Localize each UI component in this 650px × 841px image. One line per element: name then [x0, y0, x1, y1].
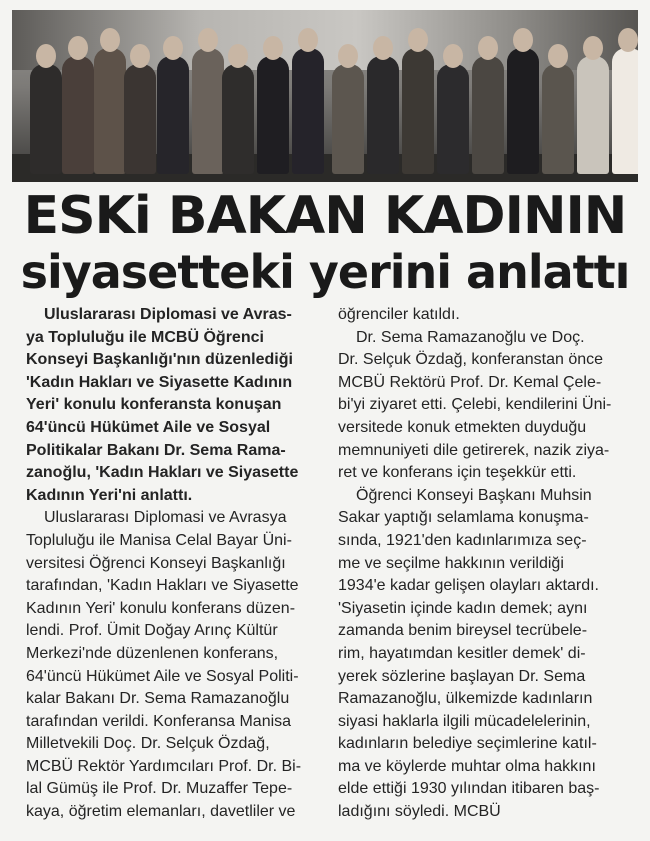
article-body-1 [26, 507, 312, 823]
body-line: Milletvekili Doç. Dr. Selçuk Özdağ, [26, 735, 270, 753]
lead-line: 64'üncü Hükümet Aile ve Sosyal [26, 418, 271, 436]
photo-person-head [263, 36, 283, 60]
body-line: ret ve konferans için teşekkür etti. [338, 464, 577, 482]
body-line: zamanda benim bireysel tecrübele- [338, 622, 588, 640]
photo-person [94, 48, 126, 174]
photo-person [612, 48, 638, 174]
body-line: Öğrenci Konseyi Başkanı Muhsin [356, 486, 592, 504]
body-line: Dr. Selçuk Özdağ, konferanstan önce [338, 351, 604, 369]
body-line: Topluluğu ile Manisa Celal Bayar Üni- [26, 531, 292, 549]
body-line: memnuniyeti dile getirerek, nazik ziya- [338, 441, 610, 459]
body-line: Sakar yaptığı selamlama konuşma- [338, 509, 589, 527]
body-line: öğrenciler katıldı. [338, 306, 460, 323]
lead-line: zanoğlu, 'Kadın Hakları ve Siyasette [26, 464, 299, 482]
photo-person-head [338, 44, 358, 68]
photo-person [292, 48, 324, 174]
photo-person [577, 56, 609, 174]
body-line: ladığını söyledi. MCBÜ [338, 803, 501, 821]
photo-person-head [100, 28, 120, 52]
body-line: versitede konuk etmekten duyduğu [338, 418, 587, 436]
body-line: lendi. Prof. Ümit Doğay Arınç Kültür [26, 622, 278, 640]
headline-line-2: siyasetteki yerini anlattı [20, 245, 630, 299]
body-line: Ramazanoğlu, ülkemizde kadınların [338, 690, 593, 708]
article-column-1 [26, 304, 312, 824]
body-line: Dr. Sema Ramazanoğlu ve Doç. [356, 328, 585, 346]
body-line: yerek sözlerine başlayan Dr. Sema [338, 667, 586, 685]
body-line: bi'yi ziyaret etti. Çelebi, kendilerini Üni- [338, 396, 612, 414]
body-line: me ve seçilme hakkının verildiği [338, 554, 564, 572]
body-line: MCBÜ Rektörü Prof. Dr. Kemal Çele- [338, 373, 602, 391]
photo-person-head [228, 44, 248, 68]
body-line: elde ettiği 1930 yılından itibaren baş- [338, 780, 600, 798]
body-line: 1934'e kadar gelişen olayları aktardı. [338, 577, 599, 595]
body-line: 64'üncü Hükümet Aile ve Sosyal Politi- [26, 667, 299, 685]
photo-person [157, 56, 189, 174]
news-photo [12, 10, 638, 182]
photo-person [402, 48, 434, 174]
photo-person-head [583, 36, 603, 60]
lead-line: Yeri' konulu konferansta konuşan [26, 396, 282, 414]
photo-person-head [478, 36, 498, 60]
body-line: Kadının Yeri' konulu konferans düzen- [26, 599, 296, 617]
body-line: rim, hayatımdan kesitler demek' di- [338, 644, 586, 662]
article-lead [26, 304, 312, 507]
photo-person [30, 64, 62, 174]
photo-person-head [298, 28, 318, 52]
article-column-2 [338, 304, 626, 824]
lead-line: Konseyi Başkanlığı'nın düzenlediği [26, 351, 293, 369]
body-line: lal Gümüş ile Prof. Dr. Muzaffer Tepe- [26, 780, 293, 798]
body-line: sında, 1921'den kadınlarımıza seç- [338, 531, 587, 549]
body-line: kalar Bakanı Dr. Sema Ramazanoğlu [26, 690, 290, 708]
photo-person [367, 56, 399, 174]
photo-person [332, 64, 364, 174]
body-line: 'Siyasetin içinde kadın demek; aynı [338, 599, 588, 617]
photo-person [437, 64, 469, 174]
body-line: tarafından, 'Kadın Hakları ve Siyasette [26, 577, 299, 595]
lead-line: Kadının Yeri'ni anlattı. [26, 486, 193, 504]
body-line: versitesi Öğrenci Konseyi Başkanlığı [26, 554, 286, 572]
body-line: ma ve köylerde muhtar olma hakkını [338, 757, 596, 775]
photo-person-head [68, 36, 88, 60]
photo-person-head [163, 36, 183, 60]
article-body-2 [338, 304, 626, 824]
photo-person-head [513, 28, 533, 52]
photo-person-head [130, 44, 150, 68]
photo-person-head [408, 28, 428, 52]
body-line: tarafından verildi. Konferansa Manisa [26, 712, 292, 730]
body-line: siyasi haklarla ilgili mücadelelerinin, [338, 712, 591, 730]
photo-person [257, 56, 289, 174]
photo-person-head [198, 28, 218, 52]
body-line: kadınların belediye seçimlerine katıl- [338, 735, 597, 753]
photo-person-head [443, 44, 463, 68]
photo-person-head [618, 28, 638, 52]
photo-person-head [548, 44, 568, 68]
lead-line: Politikalar Bakanı Dr. Sema Rama- [26, 441, 286, 459]
photo-person-head [36, 44, 56, 68]
photo-person [472, 56, 504, 174]
body-line: Uluslararası Diplomasi ve Avrasya [44, 509, 287, 527]
lead-line: ya Topluluğu ile MCBÜ Öğrenci [26, 328, 264, 346]
photo-person [192, 48, 224, 174]
lead-line: 'Kadın Hakları ve Siyasette Kadının [26, 373, 293, 391]
lead-line: Uluslararası Diplomasi ve Avras- [44, 306, 292, 323]
photo-person [124, 64, 156, 174]
body-line: kaya, öğretim elemanları, davetliler ve [26, 803, 296, 821]
photo-person-head [373, 36, 393, 60]
photo-person [542, 64, 574, 174]
body-line: MCBÜ Rektör Yardımcıları Prof. Dr. Bi- [26, 757, 302, 775]
photo-person [62, 56, 94, 174]
photo-person [507, 48, 539, 174]
photo-person [222, 64, 254, 174]
headline-line-1: ESKi BAKAN KADININ [23, 186, 627, 246]
body-line: Merkezi'nde düzenlenen konferans, [26, 644, 279, 662]
